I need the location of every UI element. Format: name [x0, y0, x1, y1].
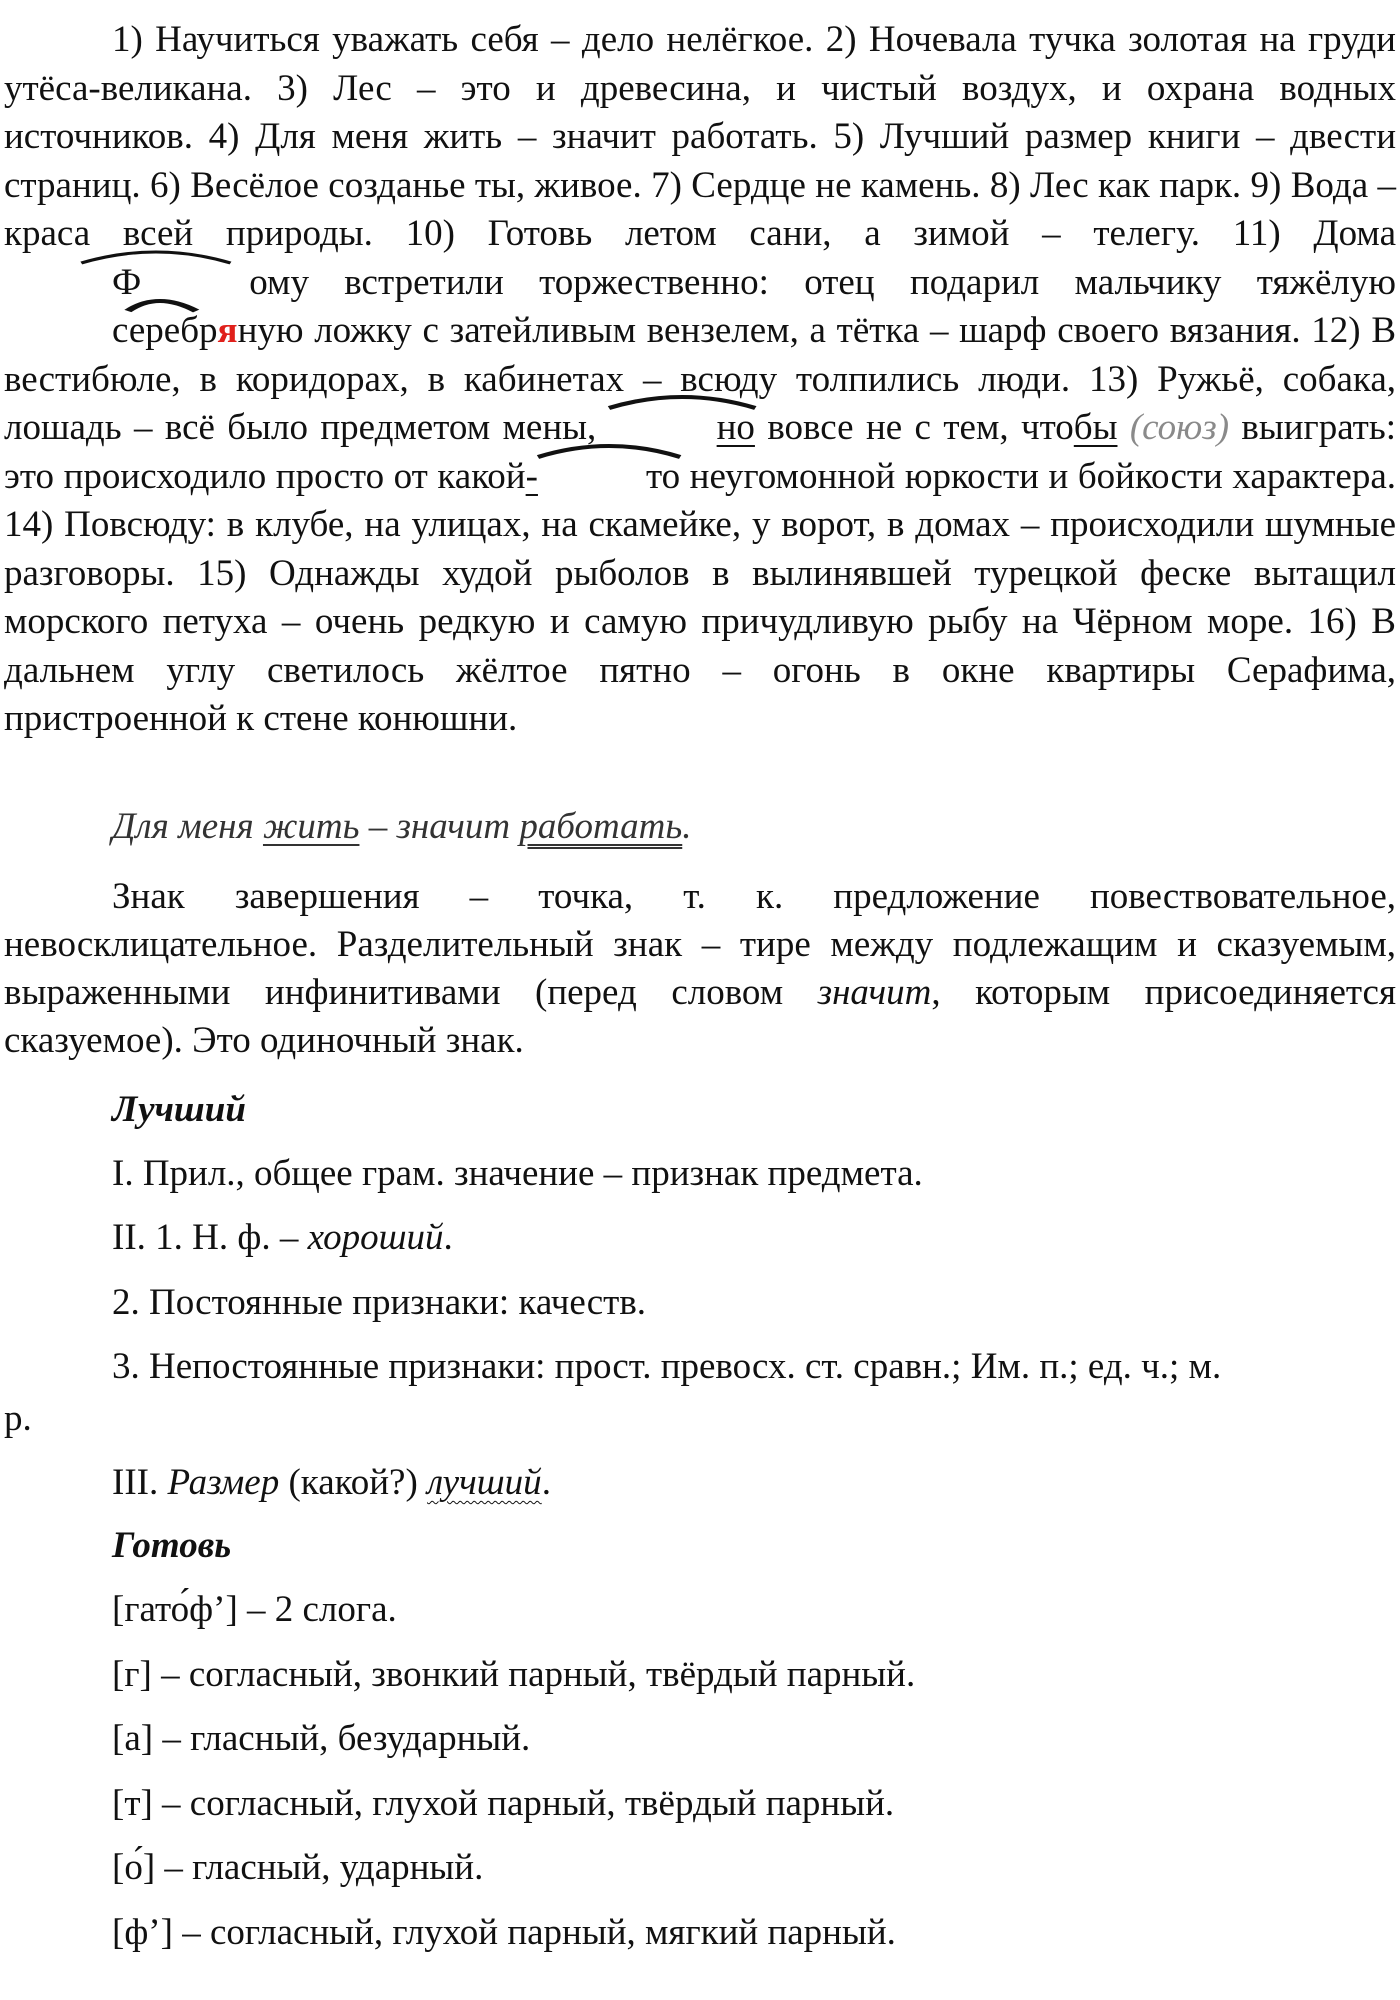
sound-line: [ф’] – согласный, глухой парный, мягкий парный. — [112, 1912, 896, 1953]
morph-line-2 — [112, 1214, 453, 1262]
conjunction-no-text: но — [716, 407, 755, 448]
root-arc-icon — [141, 247, 290, 265]
example-subject: жить — [262, 806, 360, 847]
root-mark-serebr — [4, 307, 218, 356]
explanation-part-2: , которым присоединяется сказуемое). Это одиночный знак. — [4, 972, 1396, 1061]
suffix-mark-to — [538, 453, 680, 502]
morph-attribute: лучший — [427, 1462, 542, 1503]
root-letter: Ф — [112, 261, 142, 303]
exercise-text-6: неугомонной юркости и бойкости характера. 14) Повсюду: в клубе, на улицах, на скамейке, у ворот, в домах – происходили шумные разговоры. 15) Однажды худой рыболов в вылинявшей турецкой феске вытащил морского петуха – очень редкую и самую причудливую рыбу на Чёрном море. 16) В дальнем углу светилось жёлтое пятно – огонь в окне квартиры Серафима, пристроенной к стене конюшни. — [4, 455, 1396, 739]
morph-line-5 — [112, 1459, 551, 1507]
exercise-text-2: у встретили торжественно: отец подарил мальчику тяжёлую — [290, 261, 1396, 303]
example-sentence — [4, 803, 1396, 852]
morph-line-2-a: II. 1. Н. ф. – — [112, 1217, 308, 1258]
example-predicate: работать — [519, 806, 683, 847]
sound-line: [г] – согласный, звонкий парный, твёрдый парный. — [112, 1654, 916, 1695]
morph-heading: Лучший — [112, 1089, 246, 1130]
example-part-2: – значит — [359, 806, 520, 847]
hyphen-mark: - — [525, 455, 538, 497]
morph-line-5-a: III. — [112, 1462, 168, 1503]
highlighted-letter: я — [217, 310, 238, 351]
chtoby-first-part: что — [1021, 407, 1074, 448]
example-period: . — [682, 806, 692, 847]
morph-line-4-wrap: р. — [4, 1398, 32, 1439]
morph-line-1: I. Прил., общее грам. значение – признак предмета. — [112, 1153, 923, 1194]
morph-initial-form: хороший — [307, 1217, 444, 1258]
suffix-arc-icon — [538, 441, 680, 459]
exercise-paragraph — [4, 16, 1396, 744]
morph-line-2-c: . — [443, 1217, 453, 1258]
sound-line: [т] – согласный, глухой парный, твёрдый парный. — [112, 1783, 895, 1824]
sound-line: [а] – гласный, безударный. — [112, 1718, 531, 1759]
morph-question: (какой?) — [279, 1462, 428, 1503]
punctuation-explanation — [4, 873, 1396, 1065]
phonetic-heading: Готовь — [112, 1525, 232, 1566]
root-arc-icon — [4, 295, 218, 313]
phonetic-transcription: [гато́ф’] – 2 слога. — [112, 1589, 397, 1630]
exercise-text-5: выиграть: это происходило просто от какой — [4, 407, 1397, 497]
morph-head-noun: Размер — [167, 1462, 280, 1503]
exercise-text-3: ную ложку с затейливым вензелем, а тётка – шарф своего вязания. 12) В вестибюле, в коридорах, в кабинетах – всюду толпились люди. 13) Ружьё, собака, лошадь – всё было предметом мены, — [4, 310, 1396, 448]
chtoby-second-part: бы — [1073, 407, 1118, 448]
example-part-1: Для меня — [112, 806, 263, 847]
serebr-root-text: серебр — [112, 310, 218, 351]
root-arc-icon — [609, 392, 755, 410]
exercise-text-1: 1) Научиться уважать себя – дело нелёгкое. 2) Ночевала тучка золотая на груди утёса-великана. 3) Лес – это и древесина, и чистый воздух, и охрана водных источников. 4) Для меня жить – значит работать. 5) Лучший размер книги – двести страниц. 6) Весёлое созданье ты, живое. 7) Сердце не камень. 8) Лес как парк. 9) Вода – краса всей природы. 10) Готовь летом сани, а зимой – телегу. 11) Дома — [4, 19, 1396, 254]
conjunction-note: (союз) — [1117, 407, 1230, 448]
morph-line-4: 3. Непостоянные признаки: прост. превосх. ст. сравн.; Им. п.; ед. ч.; м. — [112, 1346, 1222, 1387]
sound-line: [о́] – гласный, ударный. — [112, 1847, 484, 1888]
suffix-to-text: то — [645, 455, 681, 497]
root-arc-text: ом — [249, 261, 291, 303]
morph-line-5-e: . — [541, 1462, 551, 1503]
explanation-italic-word: значит — [817, 972, 932, 1013]
exercise-text-4: вовсе не с тем, — [754, 407, 1021, 448]
morph-line-3: 2. Постоянные признаки: качеств. — [112, 1282, 647, 1323]
explanation-part-1: Знак завершения – точка, т. к. предложение повествовательное, невосклицательное. Разделительный знак – тире между подлежащим и сказуемым, выраженными инфинитивами (перед словом — [4, 876, 1396, 1013]
